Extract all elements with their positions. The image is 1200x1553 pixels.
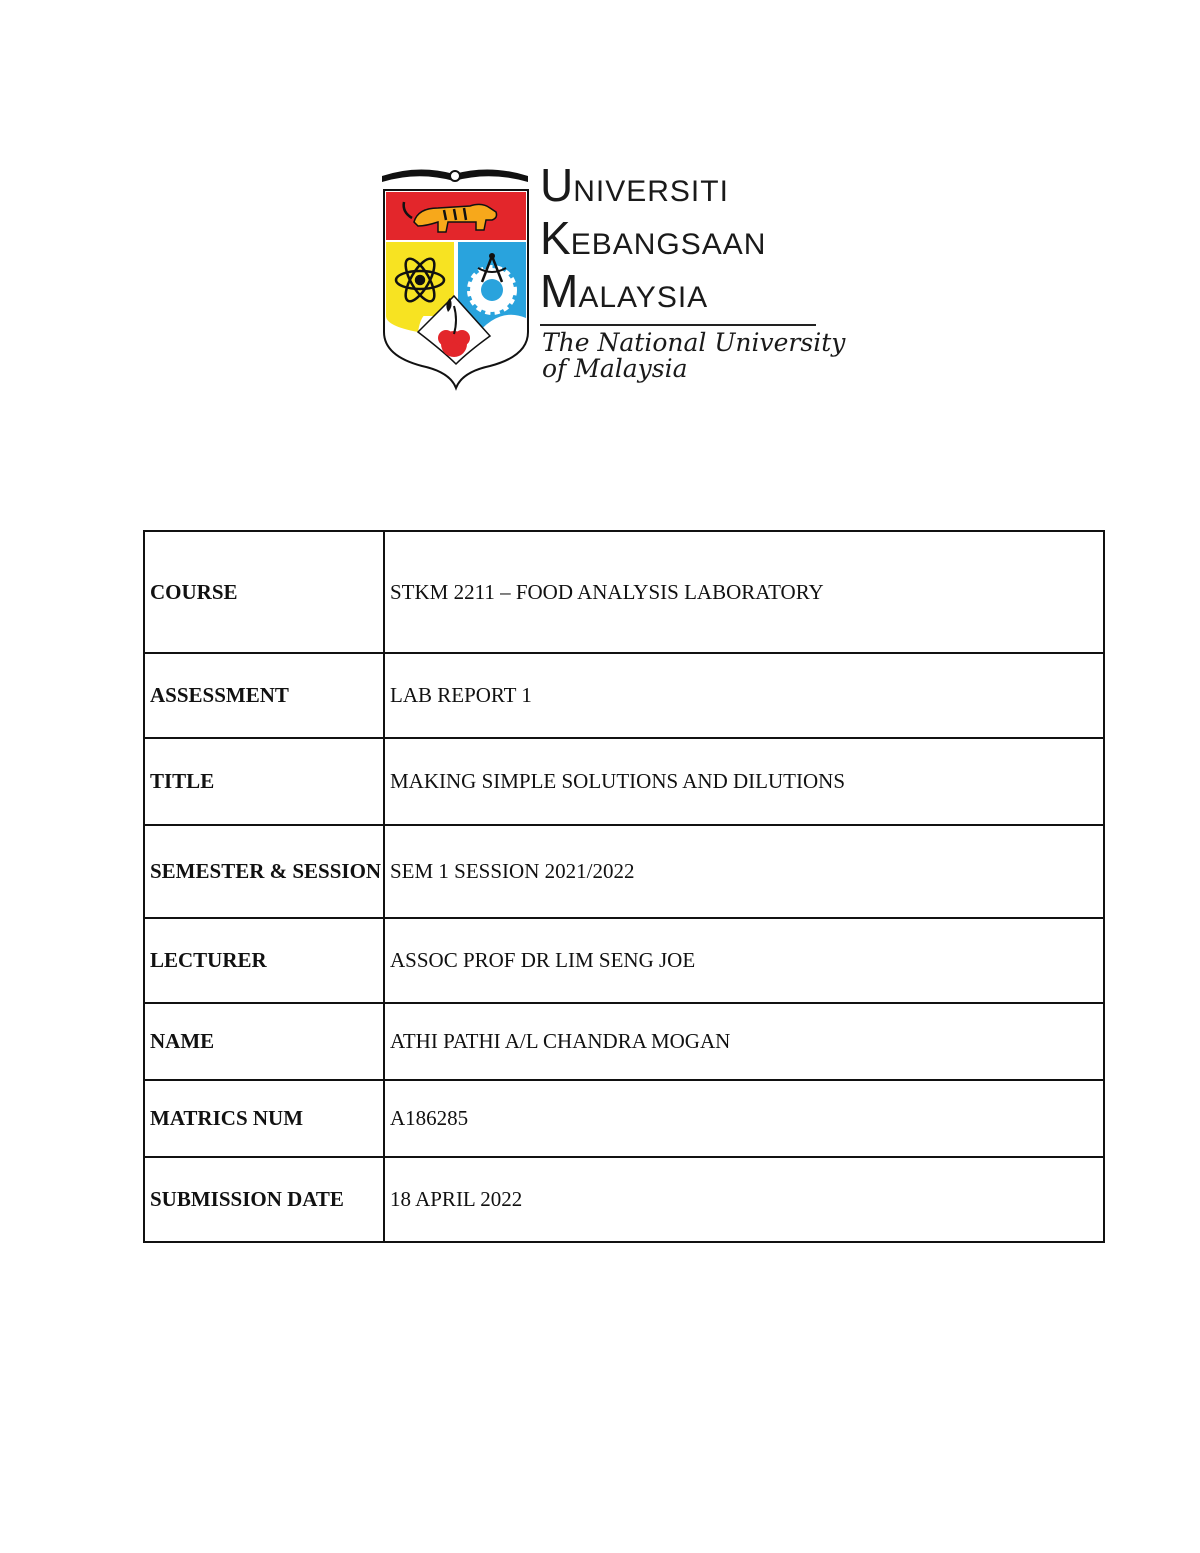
row-label: SEMESTER & SESSION — [144, 825, 384, 918]
university-name-line-2: KEBANGSAAN — [540, 212, 767, 264]
row-value: SEM 1 SESSION 2021/2022 — [384, 825, 1104, 918]
row-label: ASSESSMENT — [144, 653, 384, 738]
row-value: ASSOC PROF DR LIM SENG JOE — [384, 918, 1104, 1003]
table-row — [144, 531, 1104, 653]
university-logo — [378, 156, 846, 392]
table-row — [144, 1157, 1104, 1242]
table-row — [144, 918, 1104, 1003]
tagline-line-1: The National University — [542, 328, 846, 357]
university-name-line-1: UNIVERSITI — [540, 159, 729, 211]
row-label: LECTURER — [144, 918, 384, 1003]
row-label: SUBMISSION DATE — [144, 1157, 384, 1242]
row-label: MATRICS NUM — [144, 1080, 384, 1157]
logo-divider — [540, 324, 816, 326]
table-row — [144, 825, 1104, 918]
university-crest-icon — [378, 156, 534, 392]
row-label: COURSE — [144, 531, 384, 653]
table-row — [144, 653, 1104, 738]
tagline-line-2: of Malaysia — [542, 354, 688, 383]
university-name-line-3: MALAYSIA — [540, 265, 709, 317]
university-tagline — [542, 330, 845, 382]
university-name — [540, 159, 846, 383]
row-value: 18 APRIL 2022 — [384, 1157, 1104, 1242]
row-value: STKM 2211 – FOOD ANALYSIS LABORATORY — [384, 531, 1104, 653]
table-row — [144, 1080, 1104, 1157]
table-row — [144, 738, 1104, 825]
row-value: MAKING SIMPLE SOLUTIONS AND DILUTIONS — [384, 738, 1104, 825]
cover-details-table — [143, 530, 1105, 1243]
row-label: TITLE — [144, 738, 384, 825]
row-value: A186285 — [384, 1080, 1104, 1157]
row-value: ATHI PATHI A/L CHANDRA MOGAN — [384, 1003, 1104, 1080]
row-value: LAB REPORT 1 — [384, 653, 1104, 738]
row-label: NAME — [144, 1003, 384, 1080]
table-row — [144, 1003, 1104, 1080]
